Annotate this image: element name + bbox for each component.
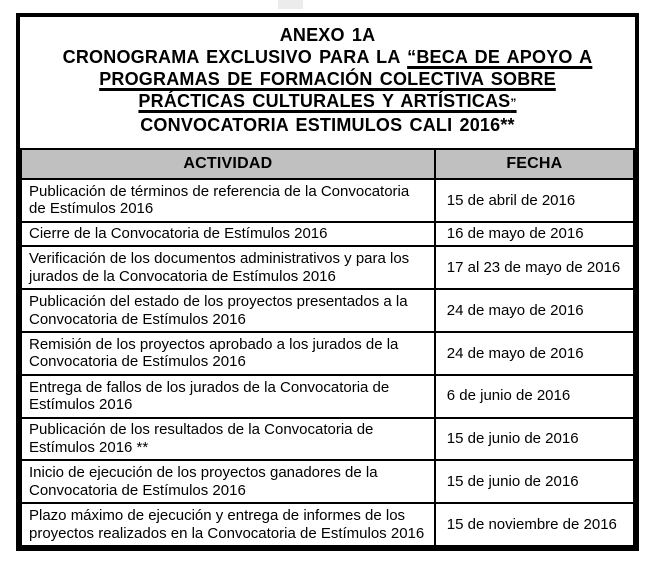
title-line2-underlined: “BECA DE APOYO A [407,47,593,67]
table-row [21,222,634,247]
activity-cell: Publicación del estado de los proyectos presentados a la Convocatoria de Estímulos 2016 [21,289,435,332]
date-cell: 16 de mayo de 2016 [435,222,634,247]
title-line4-text: PRÁCTICAS CULTURALES Y ARTÍSTICAS [138,91,511,111]
table-row [21,460,634,503]
date-cell: 15 de junio de 2016 [435,460,634,503]
page-edge-artifact [278,0,303,9]
activity-cell: Cierre de la Convocatoria de Estímulos 2016 [21,222,435,247]
schedule-table-container [20,148,635,547]
document-title-block [20,17,635,148]
date-cell: 17 al 23 de mayo de 2016 [435,246,634,289]
table-row [21,503,634,546]
title-line-practicas [26,90,629,114]
table-row [21,179,634,222]
title-line-cronograma [26,46,629,68]
title-line-programas [26,68,629,90]
column-header-fecha: FECHA [435,149,634,179]
schedule-table [20,148,635,547]
table-row [21,289,634,332]
title-line4-underlined [138,91,516,111]
title-line3-underlined: PROGRAMAS DE FORMACIÓN COLECTIVA SOBRE [99,69,556,89]
title-line-convocatoria: CONVOCATORIA ESTIMULOS CALI 2016** [140,115,515,135]
table-row [21,418,634,461]
title-line-anexo: ANEXO 1A [279,25,376,45]
activity-cell: Inicio de ejecución de los proyectos ganadores de la Convocatoria de Estímulos 2016 [21,460,435,503]
activity-cell: Plazo máximo de ejecución y entrega de informes de los proyectos realizados en la Convocatoria de Estímulos 2016 [21,503,435,546]
date-cell: 15 de junio de 2016 [435,418,634,461]
table-row [21,246,634,289]
date-cell: 15 de abril de 2016 [435,179,634,222]
activity-cell: Publicación de los resultados de la Convocatoria de Estímulos 2016 ** [21,418,435,461]
table-row [21,332,634,375]
date-cell: 6 de junio de 2016 [435,375,634,418]
title-line4-close-quote: ” [510,96,517,110]
activity-cell: Verificación de los documentos administrativos y para los jurados de la Convocatoria de Estímulos 2016 [21,246,435,289]
activity-cell: Remisión de los proyectos aprobado a los jurados de la Convocatoria de Estímulos 2016 [21,332,435,375]
column-header-actividad: ACTIVIDAD [21,149,435,179]
date-cell: 24 de mayo de 2016 [435,289,634,332]
activity-cell: Entrega de fallos de los jurados de la Convocatoria de Estímulos 2016 [21,375,435,418]
annex-document-frame [16,13,639,551]
activity-cell: Publicación de términos de referencia de la Convocatoria de Estímulos 2016 [21,179,435,222]
table-header-row [21,149,634,179]
title-line2-plain: CRONOGRAMA EXCLUSIVO PARA LA [62,47,408,67]
date-cell: 15 de noviembre de 2016 [435,503,634,546]
table-row [21,375,634,418]
date-cell: 24 de mayo de 2016 [435,332,634,375]
